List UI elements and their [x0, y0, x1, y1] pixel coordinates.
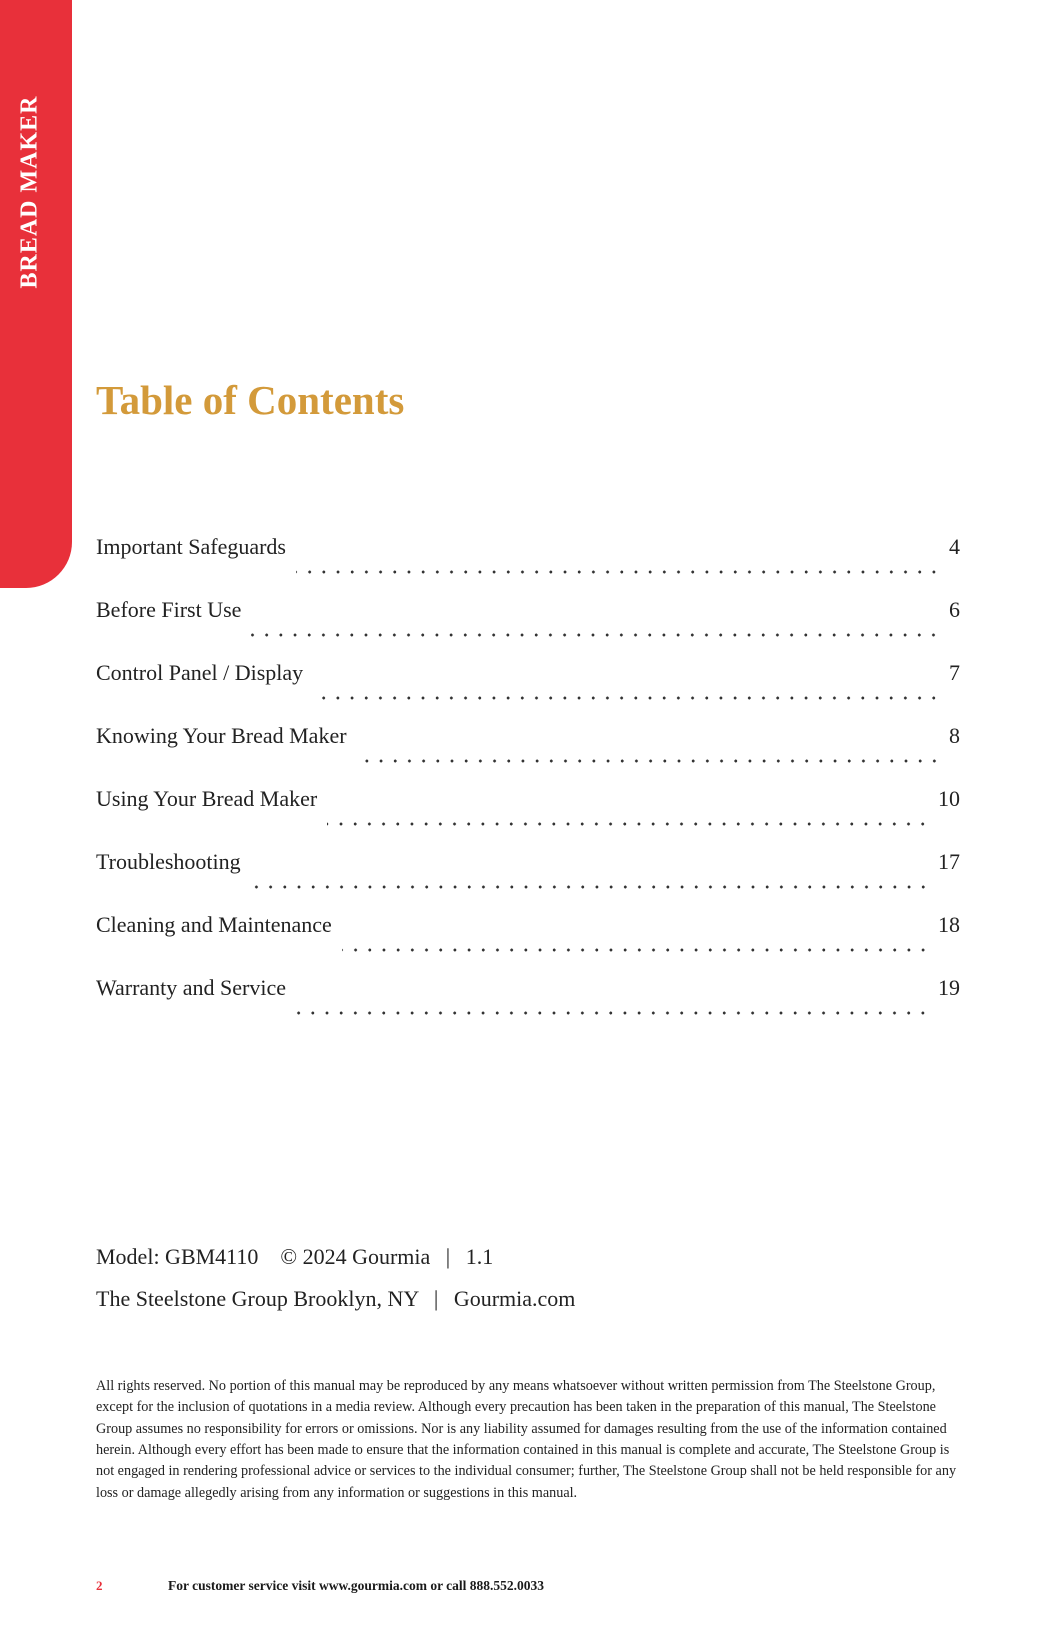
toc-entry-title: Warranty and Service — [96, 975, 287, 1000]
toc-entry-title: Control Panel / Display — [96, 660, 304, 685]
toc-entry[interactable] — [96, 912, 960, 975]
separator: | — [445, 1244, 451, 1269]
toc-entry-page: 17 — [938, 849, 960, 874]
toc-entry-title: Knowing Your Bread Maker — [96, 723, 347, 748]
legal-notice: All rights reserved. No portion of this manual may be reproduced by any means whatsoever without written permission from The Steelstone Group, except for the inclusion of quotations in a media review. Although every precaution has been taken in the preparation of this manual, The Steelstone Group assumes no responsibility for errors or omissions. Nor is any liability assumed for damages resulting from the use of the information contained herein. Although every effort has been made to ensure that the information contained in this manual is complete and accurate, The Steelstone Group is not engaged in rendering professional advice or services to the individual consumer; further, The Steelstone Group shall not be held responsible for any loss or damage allegedly arising from any information or suggestions in this manual. — [96, 1378, 957, 1501]
toc-entry-title: Important Safeguards — [96, 534, 286, 559]
toc-entry[interactable] — [96, 975, 960, 1038]
toc-entry-page: 6 — [949, 597, 960, 622]
toc-entry[interactable] — [96, 786, 960, 849]
toc-entry-title: Troubleshooting — [96, 849, 241, 874]
toc-leader-dots — [296, 1011, 930, 1015]
toc-entry-title: Before First Use — [96, 597, 242, 622]
copyright-notice: © 2024 Gourmia — [280, 1244, 431, 1269]
side-tab-label: BREAD MAKER — [16, 95, 43, 289]
version-number: 1.1 — [465, 1244, 494, 1269]
company-address: The Steelstone Group Brooklyn, NY — [96, 1286, 419, 1311]
toc-leader-dots — [342, 948, 930, 952]
toc-entry[interactable] — [96, 597, 960, 660]
toc-entry-title: Cleaning and Maintenance — [96, 912, 332, 937]
separator: | — [433, 1286, 439, 1311]
footer-customer-service: For customer service visit www.gourmia.com or call 888.552.0033 — [168, 1578, 545, 1593]
toc-leader-dots — [251, 885, 930, 889]
toc-leader-dots — [296, 570, 941, 574]
toc-leader-dots — [313, 696, 941, 700]
toc-entry-page: 19 — [938, 975, 960, 1000]
toc-entry[interactable] — [96, 849, 960, 912]
toc-entry-page: 7 — [949, 660, 960, 685]
toc-entry-page: 18 — [938, 912, 960, 937]
footer-page-number: 2 — [96, 1578, 103, 1593]
toc-leader-dots — [357, 759, 941, 763]
model-info-line — [96, 1244, 493, 1270]
model-number: Model: GBM4110 — [96, 1244, 259, 1269]
toc-entry-page: 4 — [949, 534, 960, 559]
toc-entry-page: 10 — [938, 786, 960, 811]
website-link[interactable]: Gourmia.com — [453, 1286, 576, 1311]
side-tab — [0, 0, 72, 588]
toc-entry-title: Using Your Bread Maker — [96, 786, 318, 811]
toc-entry-page: 8 — [949, 723, 960, 748]
toc-leader-dots — [327, 822, 930, 826]
company-info-line — [96, 1286, 575, 1312]
table-of-contents — [96, 534, 960, 1038]
toc-entry[interactable] — [96, 660, 960, 723]
page-title: Table of Contents — [96, 377, 405, 423]
toc-leader-dots — [251, 633, 941, 637]
toc-entry[interactable] — [96, 723, 960, 786]
toc-entry[interactable] — [96, 534, 960, 597]
